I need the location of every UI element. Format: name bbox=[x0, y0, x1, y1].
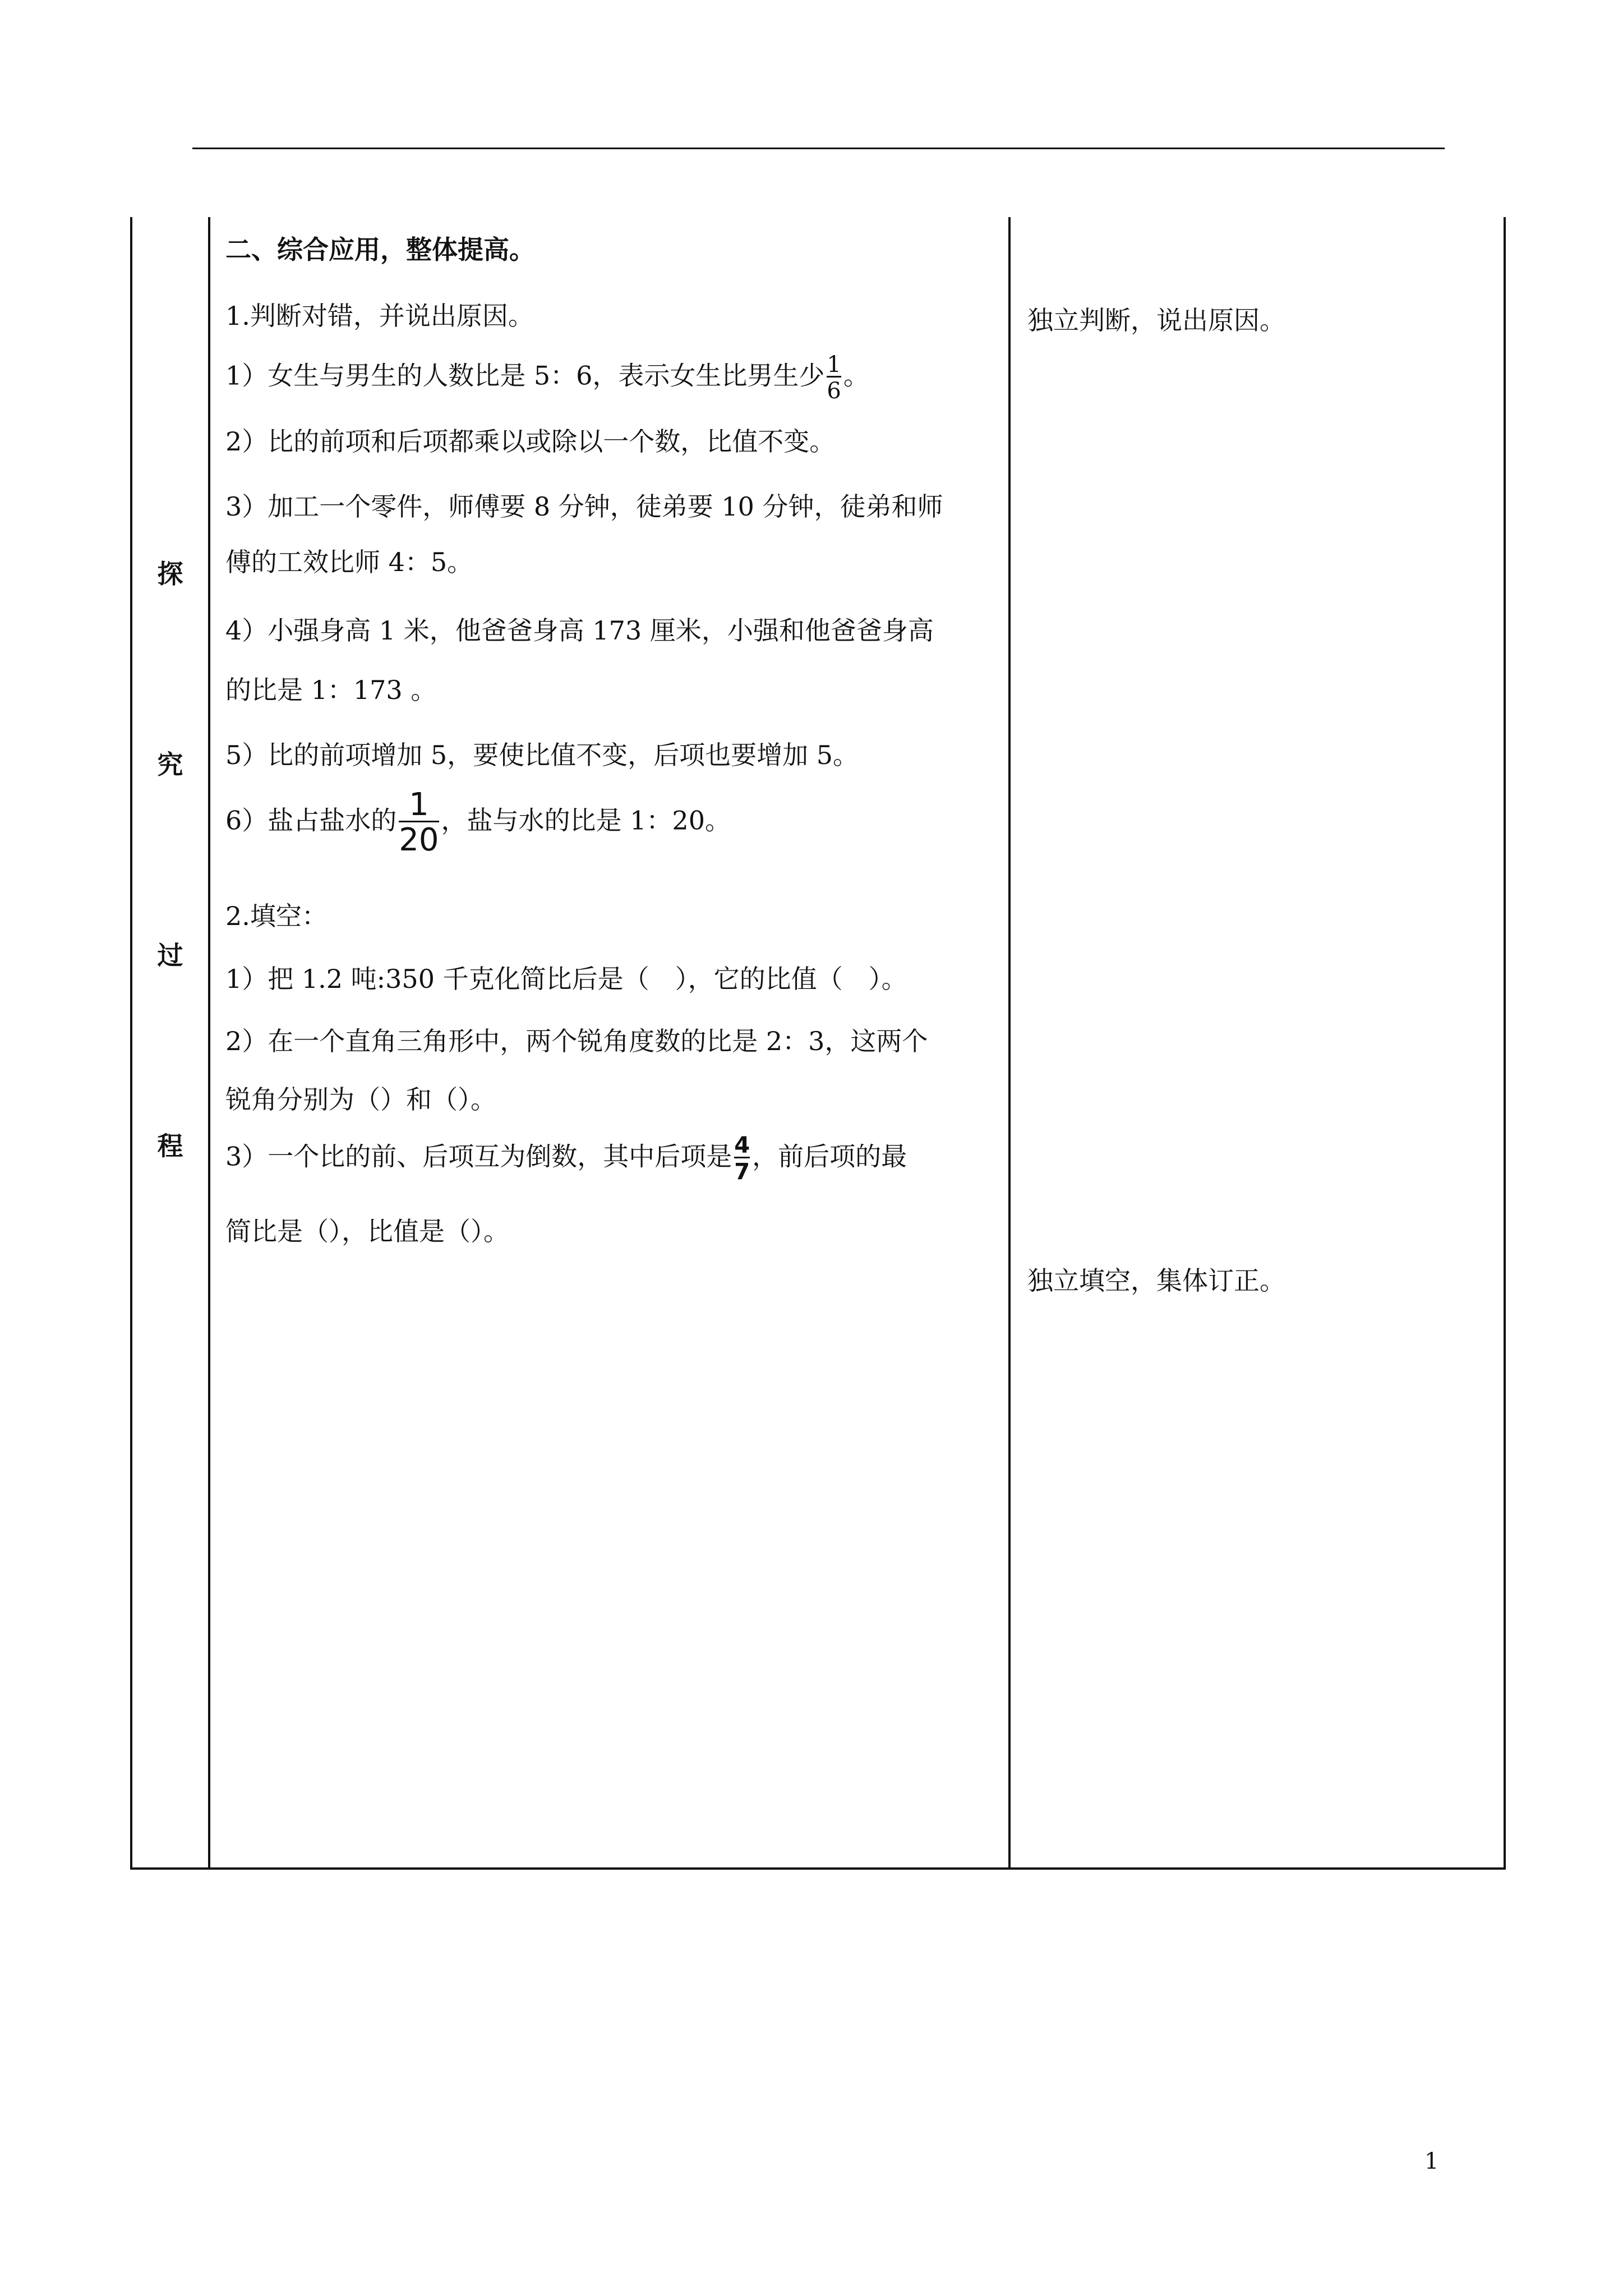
q2-item-3-line-2: 简比是（），比值是（）。 bbox=[225, 1216, 509, 1246]
q1-item-3-line-2: 傅的工效比师 4：5。 bbox=[225, 547, 473, 577]
table-border-left bbox=[130, 217, 132, 1870]
stage-label-char-3: 过 bbox=[157, 940, 183, 970]
fraction-one-twentieth: $\frac{1}{20}$ bbox=[399, 786, 439, 858]
table-divider-stage bbox=[208, 217, 210, 1870]
page-number: 1 bbox=[1424, 2148, 1439, 2174]
fraction-four-sevenths: $\frac{4}{7}$ bbox=[734, 1133, 750, 1185]
stage-label-char-1: 探 bbox=[157, 559, 183, 589]
stage-label-char-2: 究 bbox=[157, 749, 183, 780]
q2-item-2-line-2: 锐角分别为（）和（）。 bbox=[225, 1084, 496, 1115]
header-rule bbox=[192, 148, 1445, 149]
q1-item-1: 1）女生与男生的人数比是 5：6，表示女生比男生少 $\frac{1}{6}$ 。 bbox=[225, 352, 869, 404]
q1-item-3-line-1: 3）加工一个零件，师傅要 8 分钟，徒弟要 10 分钟，徒弟和师 bbox=[225, 491, 943, 522]
q1-heading: 1.判断对错，并说出原因。 bbox=[225, 301, 534, 331]
lesson-table bbox=[130, 217, 1506, 1870]
table-border-right bbox=[1504, 217, 1506, 1870]
section-title: 二、综合应用，整体提高。 bbox=[225, 234, 535, 265]
q1-item-6: 6）盐占盐水的 $\frac{1}{20}$ ，盐与水的比是 1：20。 bbox=[225, 786, 731, 858]
q1-item-4-line-1: 4）小强身高 1 米，他爸爸身高 173 厘米，小强和他爸爸身高 bbox=[225, 615, 934, 646]
table-border-bottom bbox=[130, 1867, 1506, 1870]
table-divider-notes bbox=[1008, 217, 1011, 1870]
q2-heading: 2.填空： bbox=[225, 901, 328, 931]
q2-item-3: 3）一个比的前、后项互为倒数，其中后项是 $\frac{4}{7}$ ，前后项的最 bbox=[225, 1133, 907, 1185]
q2-item-2-line-1: 2）在一个直角三角形中，两个锐角度数的比是 2：3，这两个 bbox=[225, 1026, 928, 1056]
stage-label-char-4: 程 bbox=[157, 1131, 183, 1161]
q1-item-4-line-2: 的比是 1：173 。 bbox=[225, 675, 437, 705]
fraction-one-sixth: $\frac{1}{6}$ bbox=[827, 352, 841, 404]
q1-item-5: 5）比的前项增加 5，要使比值不变，后项也要增加 5。 bbox=[225, 740, 859, 770]
teacher-note-fill: 独立填空，集体订正。 bbox=[1027, 1266, 1285, 1296]
teacher-note-judge: 独立判断，说出原因。 bbox=[1027, 305, 1285, 335]
q2-item-1: 1）把 1.2 吨:350 千克化简比后是（ ），它的比值（ ）。 bbox=[225, 964, 907, 994]
q1-item-2: 2）比的前项和后项都乘以或除以一个数，比值不变。 bbox=[225, 426, 836, 457]
